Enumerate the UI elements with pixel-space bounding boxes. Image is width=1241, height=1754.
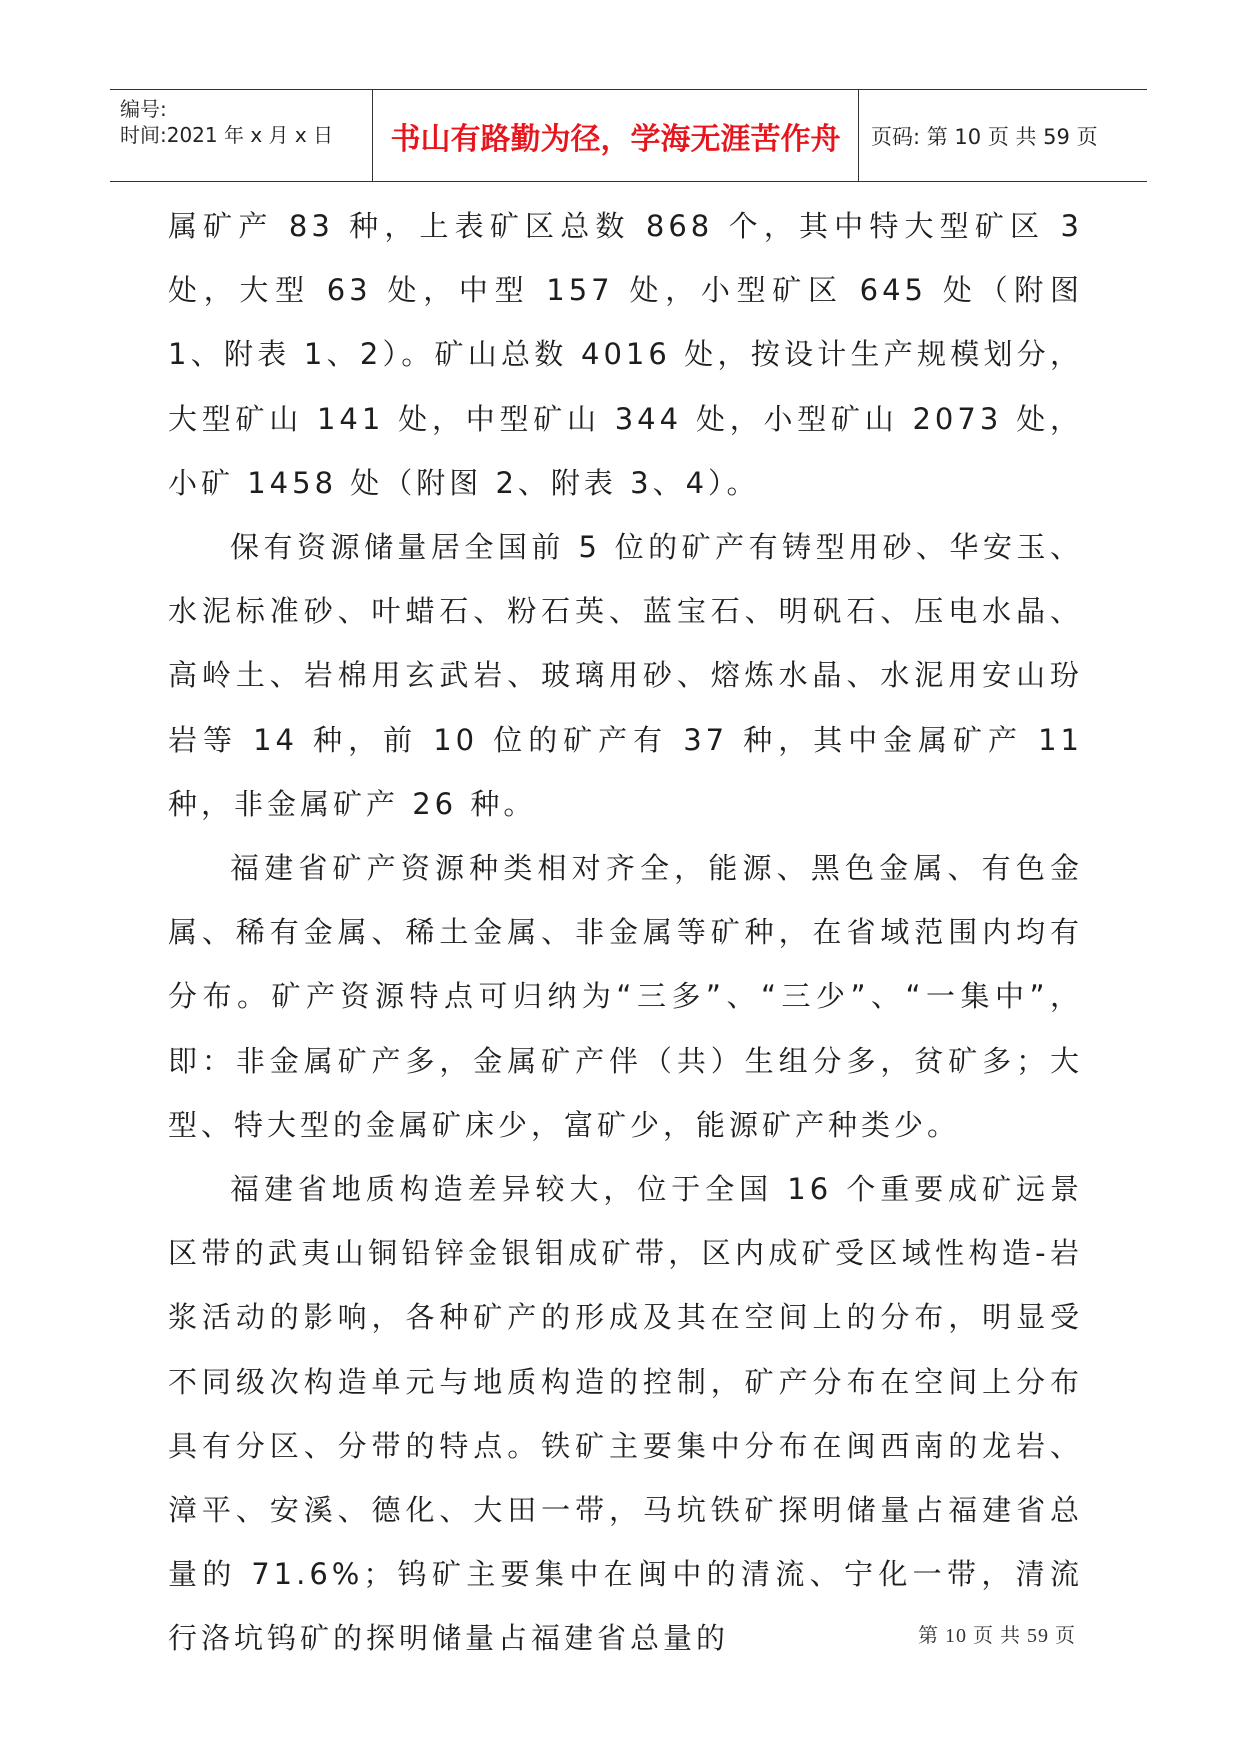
header-motto-cell: [373, 90, 859, 181]
footer-page-number: 第 10 页 共 59 页: [918, 1625, 1076, 1647]
paragraph-4: 福建省地质构造差异较大，位于全国 16 个重要成矿远景区带的武夷山铜铅锌金银钼成矿带，区内成矿受区域性构造-岩浆活动的影响，各种矿产的形成及其在空间上的分布，明显受不同级次构造单元与地质构造的控制，矿产分布在空间上分布具有分区、分带的特点。铁矿主要集中分布在闽西南的龙岩、漳平、安溪、德化、大田一带，马坑铁矿探明储量占福建省总量的 71.6%；钨矿主要集中在闽中的清流、宁化一带，清流行洛坑钨矿的探明储量占福建省总量的: [168, 1172, 1083, 1656]
motto-text: 书山有路勤为径，学海无涯苦作舟: [390, 121, 841, 157]
header-table: [110, 89, 1147, 182]
header-page-label: 页码: 第 10 页 共 59 页: [871, 124, 1098, 149]
header-meta-cell: [110, 90, 373, 181]
header-page-cell: [859, 90, 1147, 181]
paragraph-3: 福建省矿产资源种类相对齐全，能源、黑色金属、有色金属、稀有金属、稀土金属、非金属等矿种，在省域范围内均有分布。矿产资源特点可归纳为“三多”、“三少”、“一集中”，即：非金属矿产多，金属矿产伴（共）生组分多，贫矿多；大型、特大型的金属矿床少，富矿少，能源矿产种类少。: [168, 851, 1083, 1142]
time-label: 时间:2021 年 x 月 x 日: [120, 123, 334, 147]
paragraph-2: 保有资源储量居全国前 5 位的矿产有铸型用砂、华安玉、水泥标准砂、叶蜡石、粉石英、蓝宝石、明矾石、压电水晶、高岭土、岩棉用玄武岩、玻璃用砂、熔炼水晶、水泥用安山玢岩等 14 种，前 10 位的矿产有 37 种，其中金属矿产 11 种，非金属矿产 26 种。: [168, 530, 1083, 821]
paragraph-1: 属矿产 83 种，上表矿区总数 868 个，其中特大型矿区 3 处，大型 63 处，中型 157 处，小型矿区 645 处（附图 1、附表 1、2）。矿山总数 4016 处，按设计生产规模划分，大型矿山 141 处，中型矿山 344 处，小型矿山 2073 处，小矿 1458 处（附图 2、附表 3、4）。: [168, 209, 1083, 500]
number-label: 编号:: [120, 97, 167, 121]
page-footer: [918, 1619, 1076, 1648]
document-body: [168, 194, 1083, 1671]
